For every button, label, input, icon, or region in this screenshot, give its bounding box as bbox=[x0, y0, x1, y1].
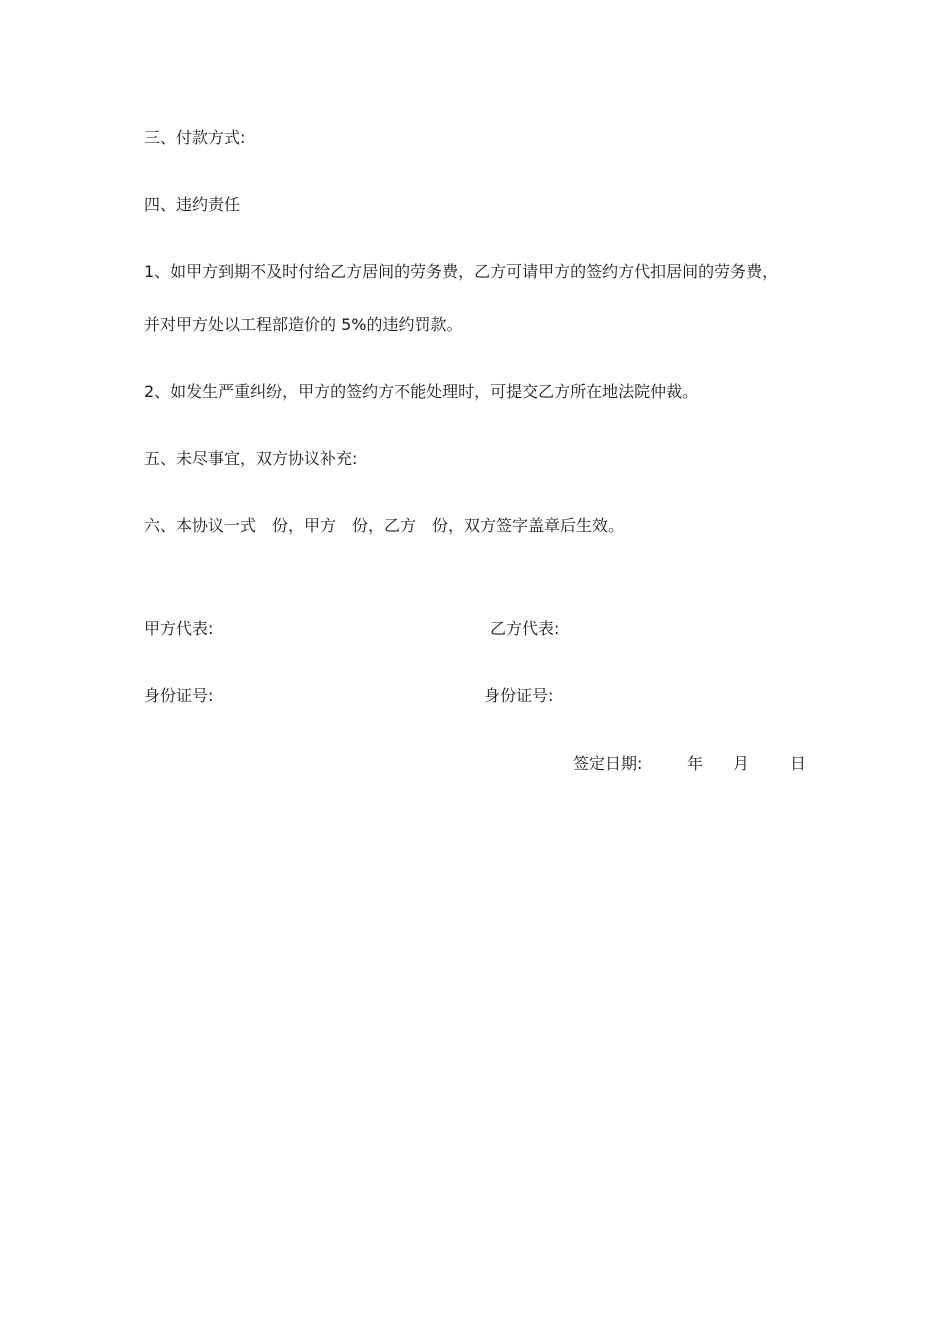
clause-1-line-2: 并对甲方处以工程部造价的 5%的违约罚款。 bbox=[144, 315, 463, 334]
clause-1-line-1: 1、如甲方到期不及时付给乙方居间的劳务费，乙方可请甲方的签约方代扣居间的劳务费， bbox=[144, 262, 779, 281]
section-3-payment-method: 三、付款方式: bbox=[144, 128, 246, 147]
section-6-copies: 六、本协议一式 份，甲方 份，乙方 份，双方签字盖章后生效。 bbox=[144, 516, 625, 535]
party-b-id-label: 身份证号: bbox=[484, 686, 554, 705]
date-day-label: 日 bbox=[790, 754, 807, 773]
clause-2: 2、如发生严重纠纷，甲方的签约方不能处理时，可提交乙方所在地法院仲裁。 bbox=[144, 382, 699, 401]
party-a-id-label: 身份证号: bbox=[144, 686, 214, 705]
party-a-representative-label: 甲方代表: bbox=[144, 619, 214, 638]
date-month-label: 月 bbox=[733, 754, 750, 773]
section-4-breach-liability: 四、违约责任 bbox=[144, 195, 241, 214]
section-5-supplement: 五、未尽事宜，双方协议补充: bbox=[144, 449, 358, 468]
date-year-label: 年 bbox=[687, 754, 704, 773]
signing-date-label: 签定日期: bbox=[573, 754, 643, 773]
party-b-representative-label: 乙方代表: bbox=[490, 619, 560, 638]
